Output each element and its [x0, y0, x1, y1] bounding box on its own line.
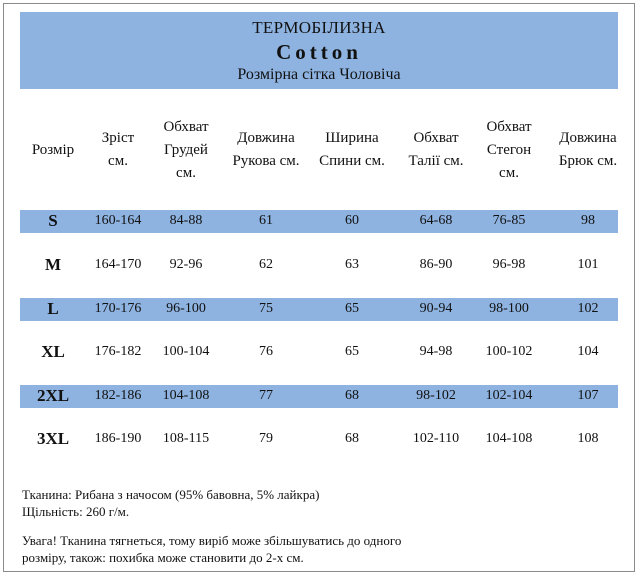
column-header-line: Спини см. [319, 153, 385, 169]
column-header-line: Ширина [325, 130, 379, 146]
cell-pants: 101 [577, 257, 599, 272]
size-label: L [47, 299, 59, 318]
cell-height: 176-182 [94, 344, 142, 359]
column-header-hips [486, 116, 531, 185]
chart-header [20, 12, 618, 89]
cell-hips: 104-108 [485, 431, 533, 446]
cell-hips: 76-85 [492, 213, 526, 228]
column-header-size [32, 139, 74, 162]
cell-back: 68 [345, 431, 359, 446]
warning-line-1: Увага! Тканина тягнеться, тому виріб може збільшуватись до одного [22, 533, 402, 548]
cell-hips: 102-104 [485, 388, 533, 403]
cell-chest: 100-104 [162, 344, 210, 359]
size-label: S [48, 211, 58, 230]
cell-waist: 98-102 [416, 388, 456, 403]
size-label: 2XL [36, 386, 70, 405]
warning-line-2: розміру, також: похибка може становити до 2-х см. [22, 550, 304, 565]
column-header-line: см. [108, 153, 128, 169]
cell-sleeve: 77 [259, 388, 273, 403]
column-header-line: Талії см. [408, 153, 464, 169]
cell-hips: 100-102 [485, 344, 533, 359]
column-header-line: Стегон [486, 141, 532, 158]
column-header-line: Рукова см. [232, 153, 300, 169]
column-header-line: Обхват [486, 118, 532, 135]
cell-sleeve: 79 [259, 431, 273, 446]
column-header-sleeve [232, 127, 299, 173]
warning-notes [22, 532, 401, 566]
cell-sleeve: 75 [259, 301, 273, 316]
fabric-text: Тканина: Рибана з начосом (95% бавовна, 5% лайкра) [22, 487, 320, 502]
cell-chest: 96-100 [166, 301, 206, 316]
column-header-height [102, 127, 134, 173]
cell-back: 65 [345, 344, 359, 359]
cell-height: 164-170 [94, 257, 142, 272]
cell-height: 186-190 [94, 431, 142, 446]
cell-waist: 64-68 [419, 213, 453, 228]
column-header-line: Обхват [413, 130, 459, 146]
cell-back: 68 [345, 388, 359, 403]
cell-chest: 104-108 [162, 388, 210, 403]
cell-sleeve: 76 [259, 344, 273, 359]
density-text: Щільність: 260 г/м. [22, 504, 130, 519]
cell-hips: 98-100 [489, 301, 529, 316]
cell-height: 160-164 [94, 213, 142, 228]
cell-waist: 102-110 [412, 431, 460, 446]
column-header-line: Обхват [163, 118, 209, 135]
size-label: 3XL [36, 429, 70, 448]
column-header-line: см. [499, 164, 519, 181]
cell-back: 63 [345, 257, 359, 272]
column-header-line: см. [176, 164, 196, 181]
chart-title: ТЕРМОБІЛИЗНА [252, 18, 386, 37]
column-header-back [319, 127, 385, 173]
cell-chest: 108-115 [162, 431, 210, 446]
cell-height: 182-186 [94, 388, 142, 403]
cell-waist: 86-90 [419, 257, 453, 272]
size-label: M [44, 255, 62, 274]
column-header-line: Зріст [101, 130, 135, 146]
cell-pants: 104 [577, 344, 599, 359]
chart-subtitle: Cotton [276, 40, 362, 64]
column-header-line: Довжина [559, 130, 617, 146]
column-header-line: Розмір [31, 141, 75, 158]
cell-pants: 102 [577, 301, 599, 316]
cell-sleeve: 62 [259, 257, 273, 272]
fabric-notes [22, 486, 319, 520]
cell-back: 65 [345, 301, 359, 316]
column-header-line: Довжина [237, 130, 295, 146]
cell-pants: 107 [577, 388, 599, 403]
cell-pants: 98 [581, 213, 595, 228]
cell-waist: 94-98 [419, 344, 453, 359]
column-header-waist [408, 127, 463, 173]
column-header-line: Брюк см. [558, 153, 618, 169]
size-label: XL [41, 342, 65, 361]
cell-chest: 92-96 [169, 257, 203, 272]
column-header-chest [163, 116, 208, 185]
cell-pants: 108 [577, 431, 599, 446]
cell-chest: 84-88 [169, 213, 203, 228]
column-header-pants [559, 127, 617, 173]
cell-waist: 90-94 [419, 301, 453, 316]
column-header-line: Грудей [164, 141, 208, 158]
cell-back: 60 [345, 213, 359, 228]
cell-sleeve: 61 [259, 213, 273, 228]
cell-height: 170-176 [94, 301, 142, 316]
cell-hips: 96-98 [492, 257, 526, 272]
chart-caption: Розмірна сітка Чоловіча [237, 66, 401, 83]
